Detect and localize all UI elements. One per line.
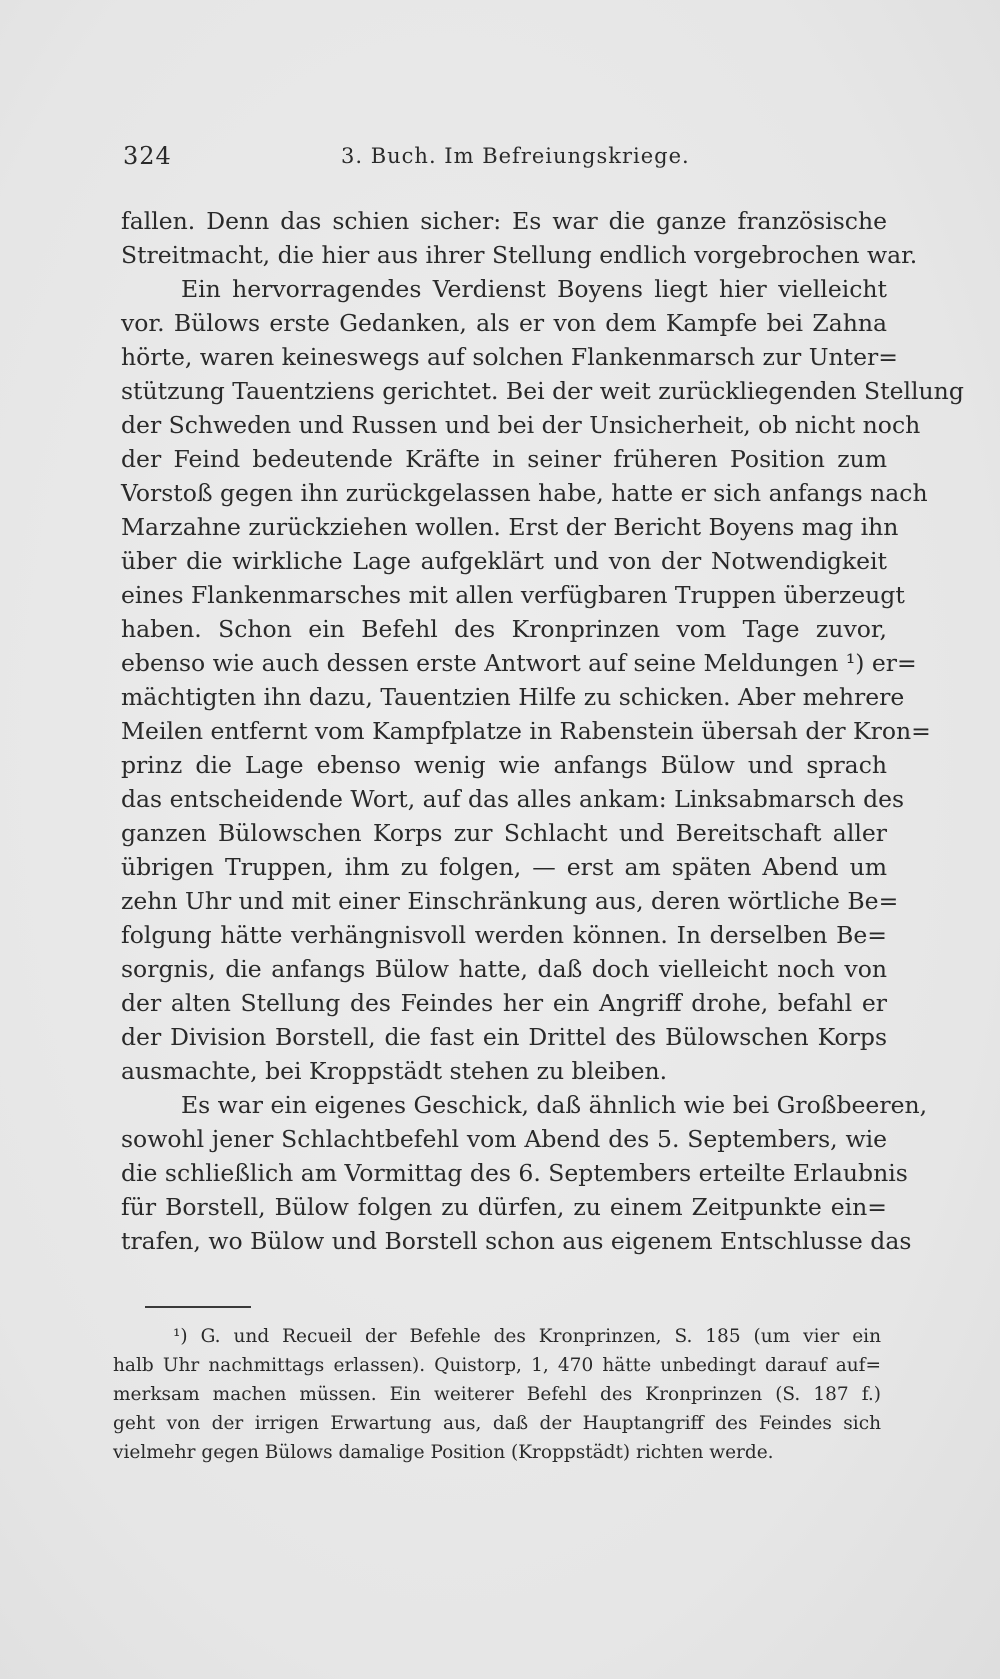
footnote-line: ¹) G. und Recueil der Befehle des Kronprinzen, S. 185 (um vier ein: [173, 1326, 881, 1347]
body-line: mächtigten ihn dazu, Tauentzien Hilfe zu schicken. Aber mehrere: [121, 683, 905, 711]
body-line: der Feind bedeutende Kräfte in seiner früheren Position zum: [121, 445, 887, 473]
body-line: sorgnis, die anfangs Bülow hatte, daß doch vielleicht noch von: [121, 955, 887, 983]
footnotes: [113, 1322, 881, 1467]
body-line: Es war ein eigenes Geschick, daß ähnlich wie bei Großbeeren,: [181, 1091, 928, 1119]
body-line: für Borstell, Bülow folgen zu dürfen, zu einem Zeitpunkte ein=: [121, 1193, 887, 1221]
body-line: der Schweden und Russen und bei der Unsicherheit, ob nicht noch: [121, 411, 921, 439]
body-line: übrigen Truppen, ihm zu folgen, — erst am späten Abend um: [121, 853, 887, 881]
body-line: Streitmacht, die hier aus ihrer Stellung endlich vorgebrochen war.: [121, 241, 918, 269]
body-line: der alten Stellung des Feindes her ein Angriff drohe, befahl er: [121, 989, 887, 1017]
body-line: die schließlich am Vormittag des 6. Septembers erteilte Erlaubnis: [121, 1159, 908, 1187]
footnote-line: vielmehr gegen Bülows damalige Position (Kroppstädt) richten werde.: [113, 1442, 774, 1463]
body-line: sowohl jener Schlachtbefehl vom Abend des 5. Septembers, wie: [121, 1125, 887, 1153]
body-line: ausmachte, bei Kroppstädt stehen zu bleiben.: [121, 1057, 668, 1085]
footnote-line: halb Uhr nachmittags erlassen). Quistorp, 1, 470 hätte unbedingt darauf auf=: [113, 1355, 881, 1376]
body-line: prinz die Lage ebenso wenig wie anfangs Bülow und sprach: [121, 751, 887, 779]
body-line: eines Flankenmarsches mit allen verfügbaren Truppen überzeugt: [121, 581, 905, 609]
body-line: zehn Uhr und mit einer Einschränkung aus, deren wörtliche Be=: [121, 887, 899, 915]
body-line: über die wirkliche Lage aufgeklärt und von der Notwendigkeit: [121, 547, 887, 575]
footnote-line: geht von der irrigen Erwartung aus, daß der Hauptangriff des Feindes sich: [113, 1413, 881, 1434]
body-line: Meilen entfernt vom Kampfplatze in Rabenstein übersah der Kron=: [121, 717, 931, 745]
body-line: haben. Schon ein Befehl des Kronprinzen vom Tage zuvor,: [121, 615, 887, 643]
body-line: ebenso wie auch dessen erste Antwort auf seine Meldungen ¹) er=: [121, 649, 917, 677]
body-line: folgung hätte verhängnisvoll werden können. In derselben Be=: [121, 921, 887, 949]
body-line: Vorstoß gegen ihn zurückgelassen habe, hatte er sich anfangs nach: [121, 479, 928, 507]
body-line: vor. Bülows erste Gedanken, als er von dem Kampfe bei Zahna: [121, 309, 887, 337]
body-line: Marzahne zurückziehen wollen. Erst der Bericht Boyens mag ihn: [121, 513, 899, 541]
footnote-line: merksam machen müssen. Ein weiterer Befehl des Kronprinzen (S. 187 f.): [113, 1384, 881, 1405]
body-line: ganzen Bülowschen Korps zur Schlacht und Bereitschaft aller: [121, 819, 887, 847]
body-text: [121, 204, 964, 1258]
body-line: das entscheidende Wort, auf das alles ankam: Linksabmarsch des: [121, 785, 905, 813]
footnote-rule: [145, 1306, 251, 1308]
body-line: stützung Tauentziens gerichtet. Bei der weit zurückliegenden Stellung: [121, 377, 964, 405]
body-line: fallen. Denn das schien sicher: Es war die ganze französische: [121, 207, 887, 235]
body-line: der Division Borstell, die fast ein Drittel des Bülowschen Korps: [121, 1023, 887, 1051]
body-line: Ein hervorragendes Verdienst Boyens liegt hier vielleicht: [181, 275, 887, 303]
body-line: trafen, wo Bülow und Borstell schon aus eigenem Entschlusse das: [121, 1227, 912, 1255]
page-number: 324: [123, 142, 172, 170]
page-header: [123, 142, 883, 176]
running-head: 3. Buch. Im Befreiungskriege.: [341, 144, 690, 168]
body-line: hörte, waren keineswegs auf solchen Flankenmarsch zur Unter=: [121, 343, 898, 371]
